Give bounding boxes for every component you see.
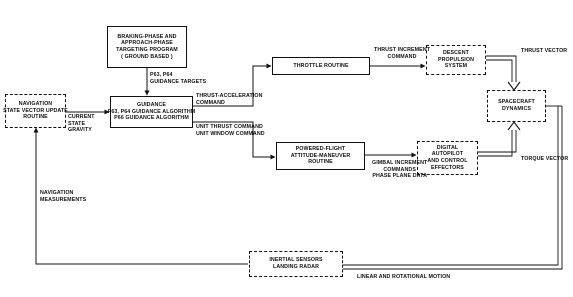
guidance-box: GUIDANCE P63, P64 GUIDANCE ALGORITHM P66 GUIDANCE ALGORITHM — [110, 96, 193, 128]
navigation-box: NAVIGATION STATE VECTOR UPDATE ROUTINE — [5, 94, 66, 128]
thrust-acceleration-command-label: THRUST-ACCELERATION COMMAND — [196, 93, 263, 106]
motion-path-b — [343, 106, 562, 269]
attitude-maneuver-box: POWERED-FLIGHT ATTITUDE-MANEUVER ROUTINE — [276, 142, 365, 170]
torque-vector-path-a — [478, 130, 516, 152]
inertial-sensors-box: INERTIAL SENSORS LANDING RADAR — [249, 251, 343, 277]
current-state-label: CURRENT STATE GRAVITY — [68, 114, 95, 134]
descent-propulsion-box: DESCENT PROPULSION SYSTEM — [426, 45, 486, 75]
gimbal-increment-label: GIMBAL INCREMENT COMMANDS PHASE PLANE DATA — [372, 160, 428, 180]
torque-vector-head — [508, 122, 520, 130]
digital-autopilot-box: DIGITAL AUTOPILOT AND CONTROL EFFECTORS — [417, 141, 478, 175]
targeting-program-box: BRAKING-PHASE AND APPROACH-PHASE TARGETING PROGRAM ( GROUND BASED ) — [107, 26, 187, 68]
navigation-measurements-label: NAVIGATION MEASUREMENTS — [40, 190, 87, 203]
spacecraft-dynamics-box: SPACECRAFT DYNAMICS — [487, 90, 546, 122]
torque-vector-label: TORQUE VECTOR — [521, 156, 569, 162]
linear-rotational-motion-label: LINEAR AND ROTATIONAL MOTION — [357, 274, 451, 280]
throttle-routine-box: THROTTLE ROUTINE — [272, 57, 370, 75]
unit-commands-label: UNIT THRUST COMMAND UNIT WINDOW COMMAND — [196, 124, 265, 137]
guidance-targets-label: P63, P64 GUIDANCE TARGETS — [150, 72, 207, 85]
thrust-vector-head — [508, 82, 520, 90]
motion-path-a — [343, 106, 558, 265]
thrust-increment-command-label: THRUST INCREMENT COMMAND — [374, 47, 431, 60]
thrust-vector-label: THRUST VECTOR — [521, 48, 568, 54]
thrust-vector-path-b — [486, 60, 512, 82]
